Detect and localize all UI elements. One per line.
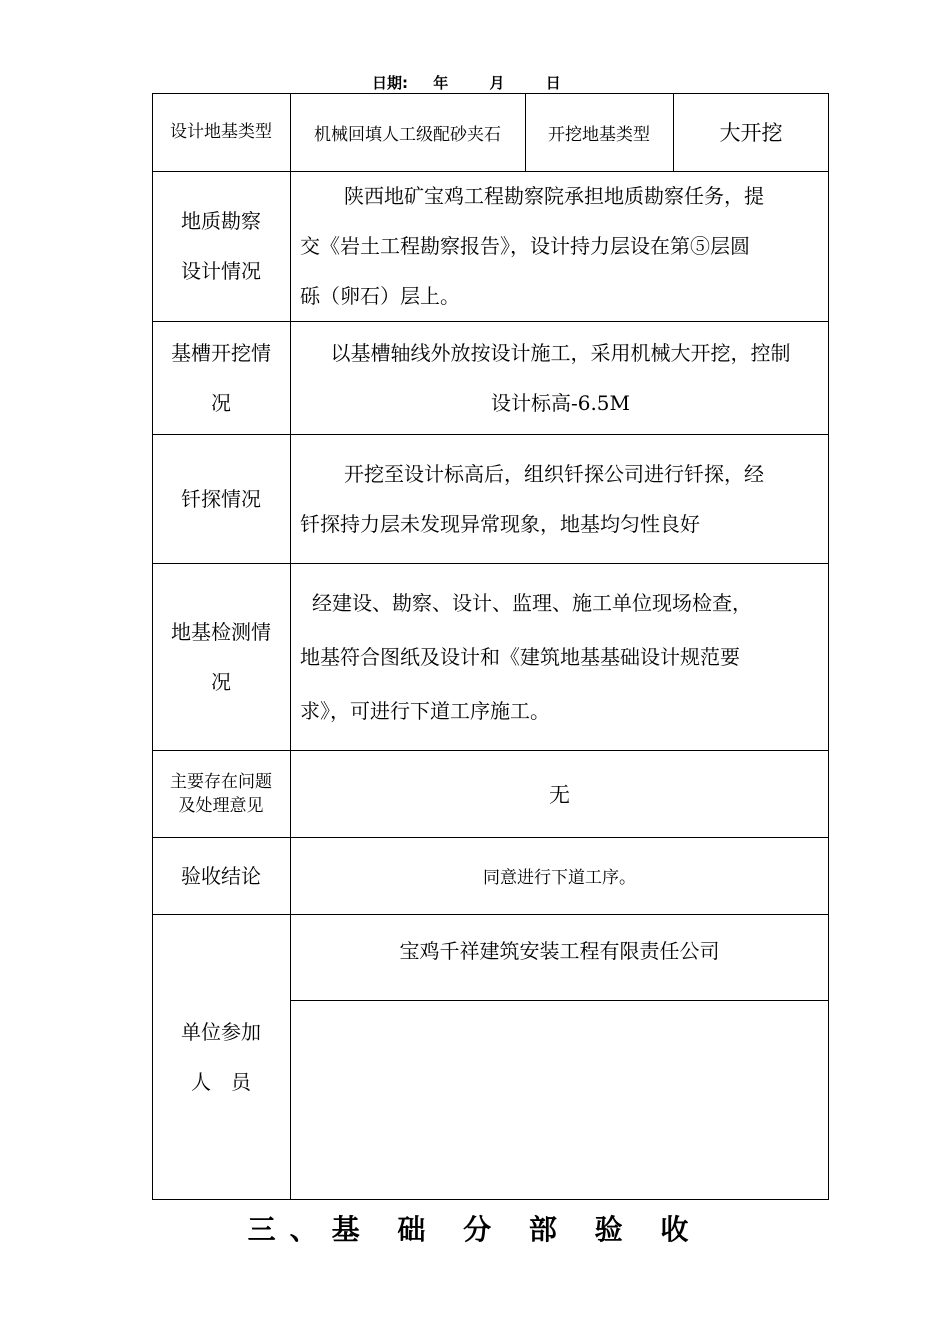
- geology-text-line2: 交《岩土工程勘察报告》，设计持力层设在第⑤层圆: [300, 234, 750, 258]
- trench-label-line1: 基槽开挖情: [171, 340, 271, 365]
- excavation-type-label: 开挖地基类型: [548, 124, 650, 145]
- acceptance-table: [152, 93, 829, 1200]
- probe-text-line2: 钎探持力层未发现异常现象，地基均匀性良好: [300, 511, 700, 536]
- inspection-text-line3: 求》，可进行下道工序施工。: [300, 698, 550, 723]
- geology-text: [290, 171, 829, 321]
- issues-value: 无: [549, 782, 570, 807]
- inspection-text-line1: 经建设、勘察、设计、监理、施工单位现场检查，: [312, 590, 752, 615]
- date-line: [372, 72, 561, 93]
- probe-label: 钎探情况: [181, 486, 261, 511]
- issues-label: [152, 750, 290, 837]
- units-label: [152, 914, 290, 1199]
- inspection-label-line2: 况: [211, 669, 231, 694]
- issues-label-line2: 及处理意见: [178, 795, 264, 816]
- units-label-line1: 单位参加: [181, 1019, 261, 1044]
- month-label: 月: [489, 74, 505, 92]
- units-label-line2: 人 员: [191, 1069, 251, 1094]
- probe-text: [290, 434, 829, 563]
- inspection-text: [290, 563, 829, 750]
- section-title: 三、基 础 分 部 验 收: [247, 1213, 703, 1246]
- trench-label-line2: 况: [211, 390, 231, 415]
- trench-text-line1: 以基槽轴线外放按设计施工，采用机械大开挖，控制: [330, 340, 791, 365]
- trench-text-line2: 设计标高-6.5M: [490, 390, 631, 415]
- probe-text-line1: 开挖至设计标高后，组织钎探公司进行钎探，经: [344, 461, 764, 486]
- signatures-area: [290, 1000, 829, 1199]
- inspection-label: [152, 563, 290, 750]
- geology-label: [152, 171, 290, 321]
- trench-label: [152, 321, 290, 434]
- design-foundation-type-value: 机械回填人工级配砂夹石: [314, 124, 501, 145]
- year-label: 年: [433, 74, 449, 92]
- geology-text-line1: 陕西地矿宝鸡工程勘察院承担地质勘察任务，提: [344, 184, 764, 208]
- day-label: 日: [545, 74, 561, 92]
- issues-label-line1: 主要存在问题: [170, 771, 272, 792]
- date-label: 日期:: [372, 74, 408, 92]
- inspection-text-line2: 地基符合图纸及设计和《建筑地基基础设计规范要: [300, 644, 740, 669]
- design-foundation-type-label: 设计地基类型: [170, 122, 272, 142]
- geology-text-line3: 砾（卵石）层上。: [300, 284, 460, 308]
- conclusion-value: 同意进行下道工序。: [483, 868, 636, 888]
- excavation-type-value: 大开挖: [719, 121, 783, 145]
- inspection-label-line1: 地基检测情: [171, 619, 271, 644]
- trench-text: [290, 321, 829, 434]
- geology-label-line2: 设计情况: [181, 259, 261, 283]
- conclusion-label: 验收结论: [181, 863, 261, 888]
- company-name: 宝鸡千祥建筑安装工程有限责任公司: [399, 938, 720, 963]
- geology-label-line1: 地质勘察: [181, 209, 261, 233]
